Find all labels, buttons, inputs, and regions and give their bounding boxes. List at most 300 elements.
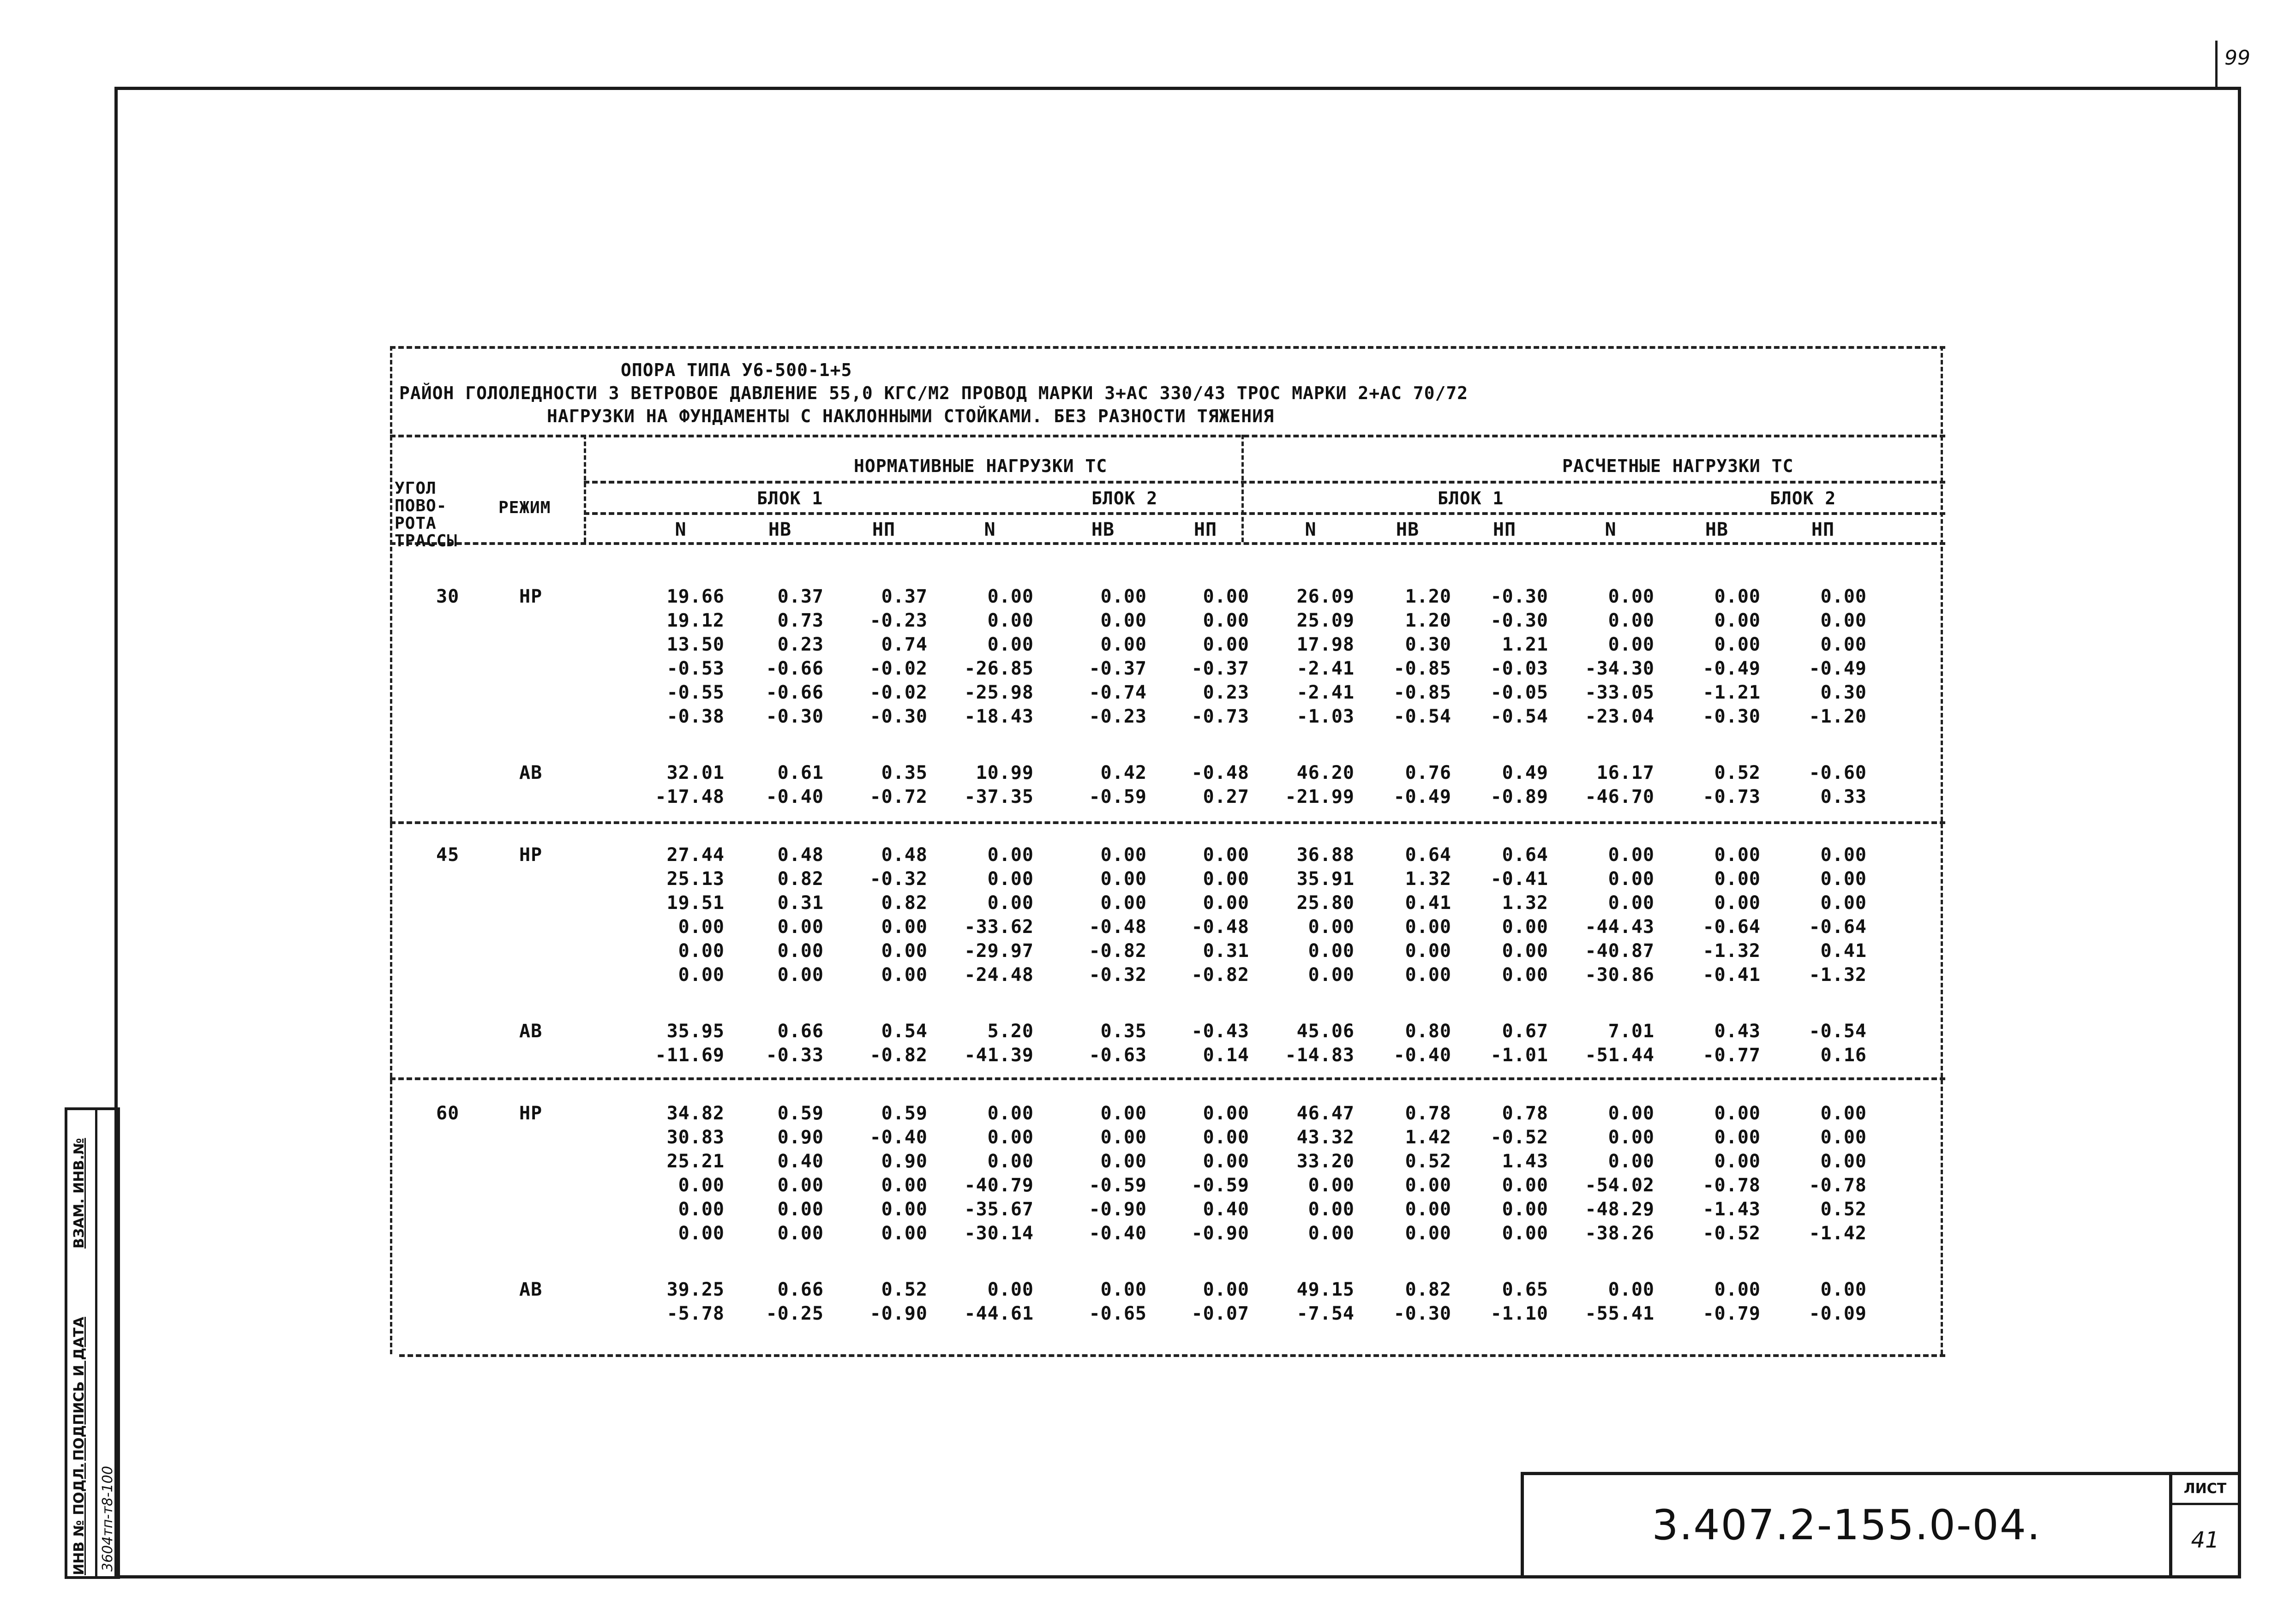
table-cell: 0.00 — [987, 1279, 1034, 1300]
table-cell: 1.20 — [1405, 610, 1451, 631]
table-cell: -0.59 — [1089, 786, 1147, 807]
table-cell: 0.00 — [1308, 940, 1355, 962]
header-line-1: ОПОРА ТИПА У6-500-1+5 — [621, 360, 852, 380]
table-cell: -33.05 — [1585, 682, 1655, 703]
table-cell: 0.30 — [1820, 682, 1867, 703]
table-cell: 0.59 — [777, 1103, 824, 1124]
table-cell: 10.99 — [976, 762, 1034, 783]
table-cell: -0.90 — [1191, 1223, 1249, 1244]
table-cell: 0.00 — [1308, 1175, 1355, 1196]
table-cell: -24.48 — [964, 964, 1034, 986]
table-cell: -41.39 — [964, 1045, 1034, 1066]
table-cell: 0.00 — [678, 964, 725, 986]
table-cell: 0.64 — [1405, 844, 1451, 866]
table-cell: 7.01 — [1608, 1021, 1655, 1042]
table-cell: 0.00 — [1203, 844, 1249, 866]
table-cell: 0.43 — [1714, 1021, 1761, 1042]
table-cell: -0.30 — [766, 706, 824, 727]
normative-block-2: БЛОК 2 — [1091, 488, 1158, 508]
design-block-2: БЛОК 2 — [1770, 488, 1836, 508]
table-cell: 0.00 — [777, 1175, 824, 1196]
table-cell: 0.00 — [1608, 1127, 1655, 1148]
table-cell: -0.79 — [1703, 1303, 1761, 1324]
table-cell: 0.00 — [1608, 634, 1655, 655]
table-cell: 0.00 — [1203, 1103, 1249, 1124]
table-cell: -0.32 — [1089, 964, 1147, 986]
table-cell: -0.52 — [1703, 1223, 1761, 1244]
table-cell: 49.15 — [1296, 1279, 1355, 1300]
table-cell: -1.32 — [1703, 940, 1761, 962]
sub-header-cell: N — [1605, 519, 1617, 540]
table-cell: 0.73 — [777, 610, 824, 631]
table-cell: -0.72 — [869, 786, 928, 807]
table-cell: -7.54 — [1296, 1303, 1355, 1324]
table-cell: 0.00 — [1100, 1127, 1147, 1148]
table-cell: -0.82 — [1191, 964, 1249, 986]
group-separator-2 — [390, 1077, 1945, 1080]
table-cell: 0.00 — [1820, 1127, 1867, 1148]
table-cell: -1.21 — [1703, 682, 1761, 703]
header-line-2: РАЙОН ГОЛОЛЕДНОСТИ 3 ВЕТРОВОЕ ДАВЛЕНИЕ 55,0 КГС/М2 ПРОВОД МАРКИ 3+АС 330/43 ТРОС МАРКИ 2+АС 70/72 — [399, 383, 1469, 403]
page-number: 99 — [2224, 46, 2250, 70]
table-cell: -26.85 — [964, 658, 1034, 679]
sub-header-cell: НВ — [1091, 519, 1115, 540]
design-loads-header: РАСЧЕТНЫЕ НАГРУЗКИ ТС — [1562, 456, 1794, 476]
table-cell: -0.54 — [1393, 706, 1451, 727]
document-code: 3.407.2-155.0-04. — [1524, 1475, 2172, 1575]
table-cell: 0.00 — [881, 1223, 928, 1244]
table-cell: -1.10 — [1490, 1303, 1548, 1324]
table-cell: 0.00 — [1203, 868, 1249, 890]
table-cell: -44.43 — [1585, 916, 1655, 938]
table-cell: 1.43 — [1502, 1151, 1548, 1172]
table-cell: 0.31 — [1203, 940, 1249, 962]
table-cell: 0.00 — [1714, 1127, 1761, 1148]
table-cell: 0.00 — [1405, 940, 1451, 962]
table-cell: 0.00 — [1405, 964, 1451, 986]
table-cell: -0.85 — [1393, 682, 1451, 703]
table-cell: 0.90 — [881, 1151, 928, 1172]
normative-block-1: БЛОК 1 — [757, 488, 823, 508]
table-cell: -0.82 — [869, 1045, 928, 1066]
table-cell: -0.59 — [1191, 1175, 1249, 1196]
table-cell: 0.00 — [1502, 1175, 1548, 1196]
table-cell: 0.14 — [1203, 1045, 1249, 1066]
table-cell: -29.97 — [964, 940, 1034, 962]
table-cell: -1.43 — [1703, 1199, 1761, 1220]
table-cell: 0.00 — [1608, 1103, 1655, 1124]
table-cell: 0.00 — [1608, 844, 1655, 866]
table-cell: 0.00 — [1820, 1103, 1867, 1124]
table-cell: -37.35 — [964, 786, 1034, 807]
table-cell: 33.20 — [1296, 1151, 1355, 1172]
table-cell: -1.20 — [1809, 706, 1867, 727]
table-cell: -0.02 — [869, 658, 928, 679]
table-cell: 43.32 — [1296, 1127, 1355, 1148]
table-cell: -21.99 — [1285, 786, 1355, 807]
table-cell: 35.95 — [666, 1021, 725, 1042]
table-cell: 0.00 — [881, 940, 928, 962]
table-cell: 0.82 — [1405, 1279, 1451, 1300]
sub-header-cell: НП — [1493, 519, 1517, 540]
table-cell: 0.66 — [777, 1021, 824, 1042]
table-cell: 0.00 — [1608, 868, 1655, 890]
table-cell: 0.00 — [1608, 586, 1655, 607]
stamp-label-signature-date: ПОДПИСЬ И ДАТА — [71, 1316, 87, 1461]
table-cell: 19.66 — [666, 586, 725, 607]
table-cell: 0.00 — [1714, 610, 1761, 631]
top-rule — [390, 346, 1945, 349]
table-cell: 0.54 — [881, 1021, 928, 1042]
table-cell: 0.00 — [987, 868, 1034, 890]
table-cell: 13.50 — [666, 634, 725, 655]
regime-value: НР — [519, 1103, 543, 1124]
angle-value: 45 — [436, 844, 460, 866]
table-cell: 0.00 — [1714, 586, 1761, 607]
table-cell: -0.40 — [1089, 1223, 1147, 1244]
table-cell: 39.25 — [666, 1279, 725, 1300]
angle-value: 30 — [436, 586, 460, 607]
table-cell: -38.26 — [1585, 1223, 1655, 1244]
table-cell: 0.00 — [987, 1127, 1034, 1148]
table-cell: 0.80 — [1405, 1021, 1451, 1042]
table-cell: 0.66 — [777, 1279, 824, 1300]
table-cell: 0.74 — [881, 634, 928, 655]
table-cell: -0.37 — [1089, 658, 1147, 679]
regime-divider — [584, 435, 586, 542]
table-cell: -0.40 — [766, 786, 824, 807]
table-cell: 0.00 — [1820, 892, 1867, 914]
table-cell: 0.00 — [678, 916, 725, 938]
table-cell: 36.88 — [1296, 844, 1355, 866]
group-divider — [1241, 435, 1244, 542]
regime-value: НР — [519, 844, 543, 866]
table-cell: 0.00 — [678, 1199, 725, 1220]
table-cell: 0.82 — [881, 892, 928, 914]
table-cell: -0.03 — [1490, 658, 1548, 679]
table-cell: -0.78 — [1809, 1175, 1867, 1196]
table-cell: -1.32 — [1809, 964, 1867, 986]
table-cell: 0.00 — [1100, 1279, 1147, 1300]
table-cell: 0.00 — [1608, 610, 1655, 631]
table-cell: 0.65 — [1502, 1279, 1548, 1300]
table-cell: -14.83 — [1285, 1045, 1355, 1066]
table-cell: 0.00 — [987, 610, 1034, 631]
table-cell: 0.23 — [1203, 682, 1249, 703]
table-cell: -0.54 — [1809, 1021, 1867, 1042]
left-border — [390, 346, 392, 1354]
table-cell: -0.64 — [1809, 916, 1867, 938]
table-cell: 35.91 — [1296, 868, 1355, 890]
table-cell: 0.00 — [881, 1199, 928, 1220]
table-cell: 0.00 — [1820, 1151, 1867, 1172]
table-cell: -0.38 — [666, 706, 725, 727]
table-cell: 0.00 — [1100, 1151, 1147, 1172]
angle-header-line-2: ПОВО- — [395, 496, 447, 515]
table-cell: 0.00 — [777, 1223, 824, 1244]
table-cell: -0.02 — [869, 682, 928, 703]
table-cell: -35.67 — [964, 1199, 1034, 1220]
table-cell: -0.23 — [1089, 706, 1147, 727]
table-cell: 0.00 — [1405, 1223, 1451, 1244]
header-rule — [390, 435, 1945, 437]
table-cell: -0.30 — [1703, 706, 1761, 727]
load-table-printout — [390, 346, 1945, 1357]
sub-header-cell: N — [1305, 519, 1317, 540]
table-cell: -18.43 — [964, 706, 1034, 727]
table-cell: -5.78 — [666, 1303, 725, 1324]
table-cell: 0.00 — [777, 964, 824, 986]
sub-header-cell: N — [984, 519, 996, 540]
table-cell: 0.00 — [1714, 1151, 1761, 1172]
table-cell: -34.30 — [1585, 658, 1655, 679]
page-number-divider — [2215, 41, 2218, 87]
stamp-label-vzam-inv: ВЗАМ. ИНВ.№ — [71, 1138, 87, 1249]
table-cell: 0.00 — [1405, 916, 1451, 938]
table-cell: 34.82 — [666, 1103, 725, 1124]
table-cell: -33.62 — [964, 916, 1034, 938]
table-cell: 0.00 — [1502, 964, 1548, 986]
table-cell: 0.78 — [1502, 1103, 1548, 1124]
table-cell: -44.61 — [964, 1303, 1034, 1324]
table-cell: 0.00 — [987, 844, 1034, 866]
table-cell: -0.90 — [1089, 1199, 1147, 1220]
table-cell: -54.02 — [1585, 1175, 1655, 1196]
table-cell: -0.49 — [1393, 786, 1451, 807]
table-cell: 32.01 — [666, 762, 725, 783]
table-cell: 0.00 — [1502, 916, 1548, 938]
table-cell: 0.00 — [1820, 1279, 1867, 1300]
table-cell: 25.09 — [1296, 610, 1355, 631]
table-cell: 0.35 — [881, 762, 928, 783]
sub-header-cell: НП — [1193, 519, 1217, 540]
table-cell: -0.82 — [1089, 940, 1147, 962]
angle-header-line-3: РОТА — [395, 514, 437, 533]
table-cell: 0.00 — [1308, 964, 1355, 986]
table-cell: -0.54 — [1490, 706, 1548, 727]
table-cell: 0.00 — [1714, 844, 1761, 866]
table-cell: 0.00 — [987, 1103, 1034, 1124]
table-cell: 1.20 — [1405, 586, 1451, 607]
table-cell: 19.51 — [666, 892, 725, 914]
table-cell: 0.00 — [987, 586, 1034, 607]
subheader-rule — [390, 542, 1945, 545]
table-cell: 0.00 — [881, 916, 928, 938]
table-cell: 1.42 — [1405, 1127, 1451, 1148]
bottom-rule — [399, 1354, 1945, 1357]
table-cell: 0.00 — [1100, 844, 1147, 866]
table-cell: 0.76 — [1405, 762, 1451, 783]
table-cell: 0.00 — [1203, 1127, 1249, 1148]
table-cell: -0.07 — [1191, 1303, 1249, 1324]
table-cell: 0.00 — [1820, 634, 1867, 655]
table-cell: 0.33 — [1820, 786, 1867, 807]
table-cell: 0.52 — [881, 1279, 928, 1300]
table-cell: -0.66 — [766, 658, 824, 679]
table-cell: 0.90 — [777, 1127, 824, 1148]
table-cell: -0.32 — [869, 868, 928, 890]
table-cell: -0.40 — [869, 1127, 928, 1148]
table-cell: 0.48 — [881, 844, 928, 866]
table-cell: 0.00 — [1308, 916, 1355, 938]
table-cell: 0.61 — [777, 762, 824, 783]
table-cell: -1.42 — [1809, 1223, 1867, 1244]
table-cell: -0.05 — [1490, 682, 1548, 703]
angle-header-line-4: ТРАССЫ — [395, 532, 458, 550]
design-block-1: БЛОК 1 — [1438, 488, 1504, 508]
table-cell: -1.01 — [1490, 1045, 1548, 1066]
table-cell: 0.52 — [1714, 762, 1761, 783]
table-cell: 0.00 — [1203, 1279, 1249, 1300]
table-cell: 0.78 — [1405, 1103, 1451, 1124]
table-cell: 0.00 — [1608, 1279, 1655, 1300]
table-cell: 0.00 — [1203, 610, 1249, 631]
table-cell: -51.44 — [1585, 1045, 1655, 1066]
table-cell: 0.00 — [987, 892, 1034, 914]
table-cell: 0.00 — [1714, 1103, 1761, 1124]
sub-header-cell: НВ — [768, 519, 792, 540]
table-cell: 0.00 — [1820, 844, 1867, 866]
table-cell: -0.77 — [1703, 1045, 1761, 1066]
table-cell: -0.55 — [666, 682, 725, 703]
table-cell: 0.00 — [1820, 868, 1867, 890]
sheet-number: 41 — [2191, 1527, 2219, 1553]
table-cell: 0.00 — [1203, 634, 1249, 655]
table-cell: 0.82 — [777, 868, 824, 890]
table-cell: 0.00 — [1203, 892, 1249, 914]
header-line-3: НАГРУЗКИ НА ФУНДАМЕНТЫ С НАКЛОННЫМИ СТОЙКАМИ. БЕЗ РАЗНОСТИ ТЯЖЕНИЯ — [547, 406, 1274, 426]
table-cell: -0.37 — [1191, 658, 1249, 679]
table-cell: 25.13 — [666, 868, 725, 890]
table-cell: 0.64 — [1502, 844, 1548, 866]
table-cell: -0.23 — [869, 610, 928, 631]
table-cell: -0.41 — [1490, 868, 1548, 890]
table-cell: 16.17 — [1596, 762, 1655, 783]
table-cell: 0.00 — [777, 916, 824, 938]
table-cell: 0.00 — [881, 964, 928, 986]
table-cell: -2.41 — [1296, 658, 1355, 679]
table-cell: 0.00 — [1714, 1279, 1761, 1300]
table-cell: 30.83 — [666, 1127, 725, 1148]
regime-value: АВ — [519, 1279, 543, 1300]
table-cell: 19.12 — [666, 610, 725, 631]
table-cell: 0.00 — [678, 1175, 725, 1196]
table-cell: 0.23 — [777, 634, 824, 655]
table-cell: 0.59 — [881, 1103, 928, 1124]
table-cell: -1.03 — [1296, 706, 1355, 727]
table-cell: 0.37 — [777, 586, 824, 607]
table-cell: 0.00 — [1100, 586, 1147, 607]
table-cell: -0.78 — [1703, 1175, 1761, 1196]
table-cell: 0.00 — [1608, 892, 1655, 914]
table-cell: 0.00 — [1405, 1199, 1451, 1220]
table-cell: 0.41 — [1405, 892, 1451, 914]
table-cell: 0.00 — [987, 1151, 1034, 1172]
table-cell: -46.70 — [1585, 786, 1655, 807]
table-cell: 0.00 — [777, 940, 824, 962]
regime-value: АВ — [519, 762, 543, 783]
right-border — [1941, 346, 1943, 1354]
table-cell: 0.30 — [1405, 634, 1451, 655]
table-cell: -11.69 — [655, 1045, 725, 1066]
table-cell: 0.40 — [1203, 1199, 1249, 1220]
table-cell: 0.00 — [1820, 586, 1867, 607]
table-cell: 46.47 — [1296, 1103, 1355, 1124]
table-cell: 0.00 — [1714, 892, 1761, 914]
table-cell: -0.48 — [1191, 762, 1249, 783]
table-cell: 0.00 — [1502, 1199, 1548, 1220]
table-cell: 0.00 — [678, 940, 725, 962]
table-cell: 0.37 — [881, 586, 928, 607]
table-cell: -0.89 — [1490, 786, 1548, 807]
sub-header-cell: НП — [872, 519, 896, 540]
table-cell: 0.00 — [1502, 1223, 1548, 1244]
table-cell: -25.98 — [964, 682, 1034, 703]
table-cell: -0.49 — [1809, 658, 1867, 679]
sub-header-cell: N — [675, 519, 687, 540]
sub-header-cell: НВ — [1396, 519, 1420, 540]
table-cell: 0.52 — [1405, 1151, 1451, 1172]
table-cell: -30.86 — [1585, 964, 1655, 986]
table-cell: -0.73 — [1191, 706, 1249, 727]
table-cell: -0.41 — [1703, 964, 1761, 986]
table-cell: 0.16 — [1820, 1045, 1867, 1066]
table-cell: 0.00 — [1714, 868, 1761, 890]
stamp-handwritten-code: 3604тп-т8-100 — [100, 1466, 116, 1572]
table-cell: -0.30 — [1490, 586, 1548, 607]
table-cell: 0.00 — [1608, 1151, 1655, 1172]
sub-header-cell: НВ — [1705, 519, 1729, 540]
table-cell: 0.00 — [678, 1223, 725, 1244]
table-cell: 27.44 — [666, 844, 725, 866]
table-cell: -0.48 — [1089, 916, 1147, 938]
table-cell: -48.29 — [1585, 1199, 1655, 1220]
table-cell: 0.27 — [1203, 786, 1249, 807]
angle-header-line-1: УГОЛ — [395, 479, 437, 498]
table-cell: -0.59 — [1089, 1175, 1147, 1196]
table-cell: 0.00 — [1203, 1151, 1249, 1172]
table-cell: -17.48 — [655, 786, 725, 807]
table-cell: -0.40 — [1393, 1045, 1451, 1066]
table-cell: 1.32 — [1502, 892, 1548, 914]
table-cell: -30.14 — [964, 1223, 1034, 1244]
angle-header — [395, 480, 457, 550]
group-rule — [584, 481, 1945, 484]
table-cell: 0.00 — [1203, 586, 1249, 607]
table-cell: 0.00 — [1405, 1175, 1451, 1196]
table-cell: 5.20 — [987, 1021, 1034, 1042]
table-cell: -0.64 — [1703, 916, 1761, 938]
table-cell: -0.74 — [1089, 682, 1147, 703]
table-cell: -55.41 — [1585, 1303, 1655, 1324]
table-cell: -0.30 — [869, 706, 928, 727]
table-cell: 0.49 — [1502, 762, 1548, 783]
stamp-label-inv-podl: ИНВ № ПОДЛ. — [71, 1463, 87, 1575]
table-cell: -0.63 — [1089, 1045, 1147, 1066]
table-cell: 0.48 — [777, 844, 824, 866]
table-cell: 0.00 — [1714, 634, 1761, 655]
table-cell: -0.25 — [766, 1303, 824, 1324]
table-cell: 0.00 — [1100, 610, 1147, 631]
table-cell: 26.09 — [1296, 586, 1355, 607]
table-cell: -0.49 — [1703, 658, 1761, 679]
table-cell: -0.33 — [766, 1045, 824, 1066]
table-cell: 0.00 — [1100, 634, 1147, 655]
table-cell: 46.20 — [1296, 762, 1355, 783]
table-cell: -0.30 — [1393, 1303, 1451, 1324]
regime-value: АВ — [519, 1021, 543, 1042]
regime-value: НР — [519, 586, 543, 607]
